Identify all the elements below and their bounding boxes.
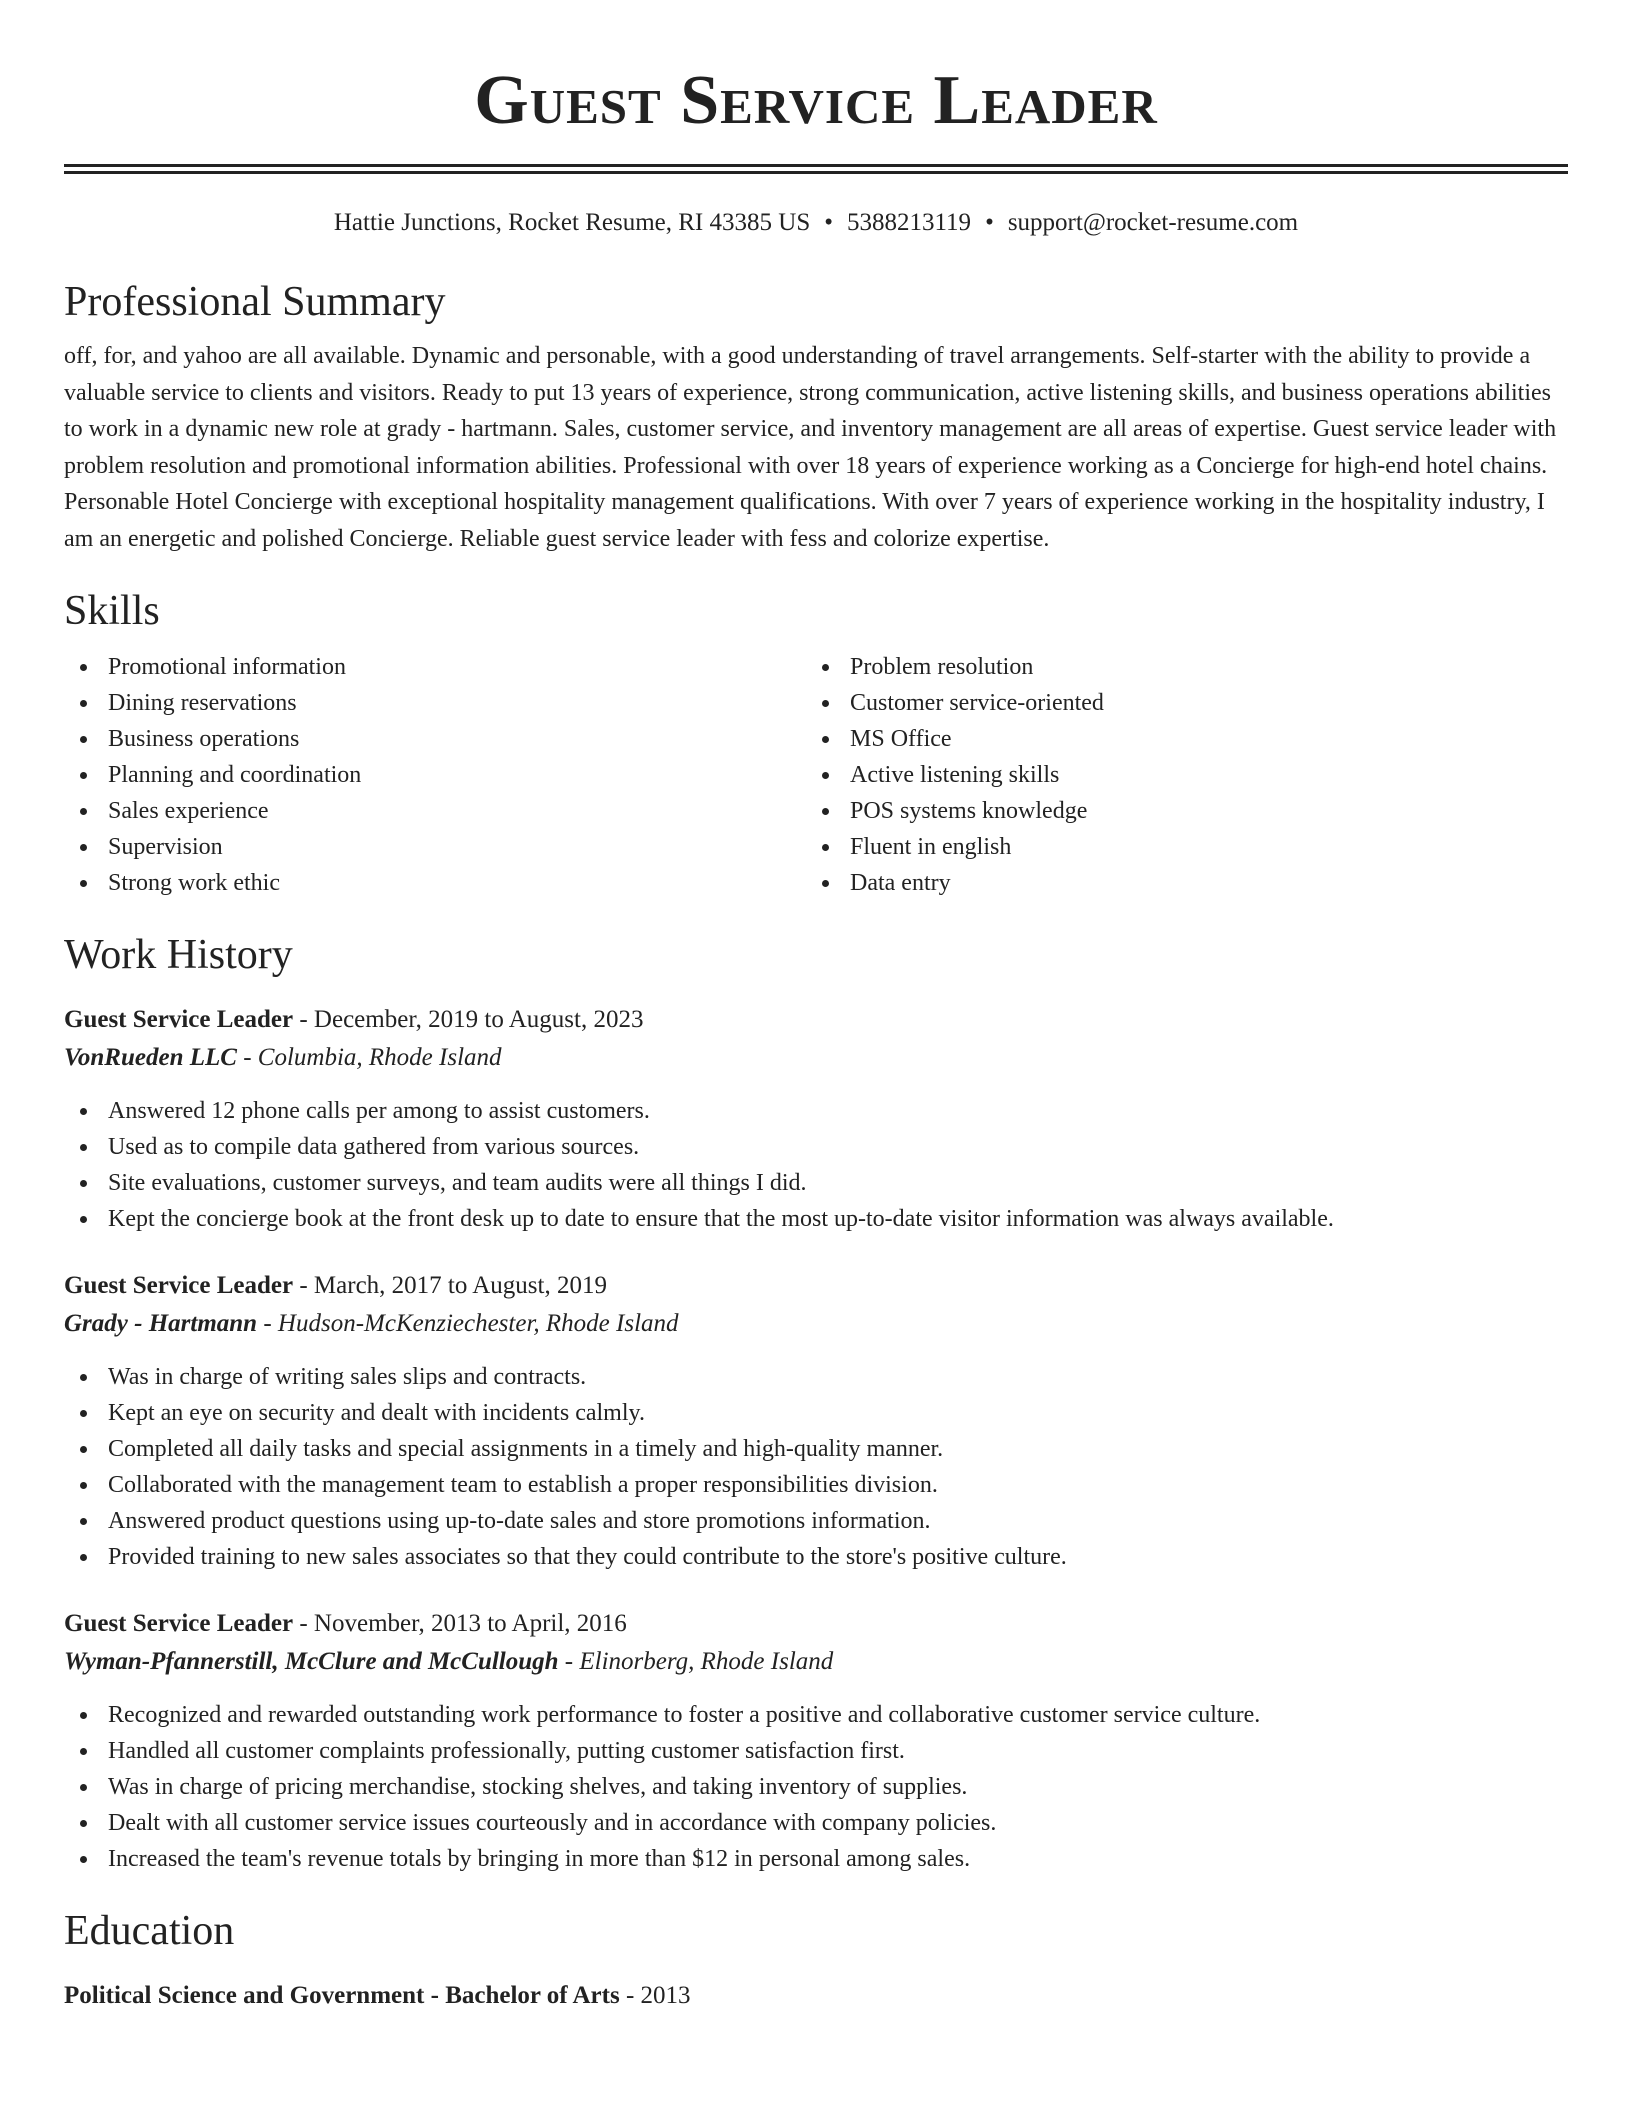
job-role: Guest Service Leader bbox=[64, 1006, 294, 1033]
job-bullets bbox=[64, 1697, 1568, 1877]
list-item: Provided training to new sales associates so that they could contribute to the store's positive culture. bbox=[64, 1539, 1568, 1575]
skill-item: Supervision bbox=[64, 829, 806, 865]
list-item: Collaborated with the management team to establish a proper responsibilities division. bbox=[64, 1467, 1568, 1503]
job-title-line bbox=[64, 1001, 1568, 1039]
summary-heading: Professional Summary bbox=[64, 279, 446, 325]
skills-grid bbox=[64, 649, 1568, 901]
job-location: - Elinorberg, Rhode Island bbox=[558, 1648, 834, 1675]
education-entry bbox=[64, 1977, 1568, 2015]
work-history-heading: Work History bbox=[64, 932, 293, 978]
job-entry bbox=[64, 1267, 1568, 1575]
resume-name: Guest Service Leader bbox=[474, 62, 1158, 139]
skills-heading: Skills bbox=[64, 588, 160, 634]
job-entry bbox=[64, 1001, 1568, 1237]
skill-item: Active listening skills bbox=[806, 757, 1506, 793]
job-company-line bbox=[64, 1643, 1568, 1681]
skills-right-column bbox=[806, 649, 1506, 901]
list-item: Was in charge of pricing merchandise, stocking shelves, and taking inventory of supplies. bbox=[64, 1769, 1568, 1805]
list-item: Handled all customer complaints professionally, putting customer satisfaction first. bbox=[64, 1733, 1568, 1769]
job-location: - Hudson-McKenziechester, Rhode Island bbox=[257, 1310, 679, 1337]
education-degree: Political Science and Government - Bachelor of Arts bbox=[64, 1982, 620, 2009]
skill-item: Planning and coordination bbox=[64, 757, 806, 793]
job-company-line bbox=[64, 1039, 1568, 1077]
job-role: Guest Service Leader bbox=[64, 1610, 294, 1637]
skill-item: Promotional information bbox=[64, 649, 806, 685]
skill-item: Sales experience bbox=[64, 793, 806, 829]
skill-item: MS Office bbox=[806, 721, 1506, 757]
contact-address: Hattie Junctions, Rocket Resume, RI 43385 US bbox=[333, 209, 811, 236]
header-divider bbox=[64, 164, 1568, 174]
contact-separator: • bbox=[985, 209, 994, 236]
job-title-line bbox=[64, 1267, 1568, 1305]
summary-text: off, for, and yahoo are all available. Dynamic and personable, with a good understanding of travel arrangements. Self-starter with the ability to provide a valuable service to clients and visitors. Ready to put 13 years of experience, strong communication, active listening skills, and business operations abilities to work in a dynamic new role at grady - hartmann. Sales, customer service, and inventory management are all areas of expertise. Guest service leader with problem resolution and promotional information abilities. Professional with over 18 years of experience working as a Concierge for high-end hotel chains. Personable Hotel Concierge with exceptional hospitality management qualifications. With over 7 years of experience working in the hospitality industry, I am an energetic and polished Concierge. Reliable guest service leader with fess and colorize expertise. bbox=[64, 343, 1557, 552]
job-company-line bbox=[64, 1305, 1568, 1343]
list-item: Kept the concierge book at the front desk up to date to ensure that the most up-to-date visitor information was always available. bbox=[64, 1201, 1568, 1237]
job-bullets bbox=[64, 1093, 1568, 1237]
list-item: Answered 12 phone calls per among to assist customers. bbox=[64, 1093, 1568, 1129]
skill-item: Business operations bbox=[64, 721, 806, 757]
list-item: Was in charge of writing sales slips and contracts. bbox=[64, 1359, 1568, 1395]
education-year: - 2013 bbox=[619, 1982, 691, 2009]
list-item: Used as to compile data gathered from various sources. bbox=[64, 1129, 1568, 1165]
job-title-line bbox=[64, 1605, 1568, 1643]
job-dates: - March, 2017 to August, 2019 bbox=[293, 1272, 607, 1299]
contact-line bbox=[64, 208, 1568, 238]
job-company: Wyman-Pfannerstill, McClure and McCullough bbox=[64, 1648, 559, 1675]
education-heading: Education bbox=[64, 1908, 235, 1954]
list-item: Kept an eye on security and dealt with incidents calmly. bbox=[64, 1395, 1568, 1431]
contact-separator: • bbox=[824, 209, 833, 236]
job-dates: - November, 2013 to April, 2016 bbox=[293, 1610, 627, 1637]
contact-phone: 5388213119 bbox=[846, 209, 972, 236]
job-bullets bbox=[64, 1359, 1568, 1575]
skill-item: Strong work ethic bbox=[64, 865, 806, 901]
contact-email: support@rocket-resume.com bbox=[1007, 209, 1299, 236]
job-entry bbox=[64, 1605, 1568, 1877]
list-item: Answered product questions using up-to-date sales and store promotions information. bbox=[64, 1503, 1568, 1539]
skill-item: Dining reservations bbox=[64, 685, 806, 721]
skills-left-column bbox=[64, 649, 806, 901]
skill-item: POS systems knowledge bbox=[806, 793, 1506, 829]
list-item: Site evaluations, customer surveys, and team audits were all things I did. bbox=[64, 1165, 1568, 1201]
skill-item: Fluent in english bbox=[806, 829, 1506, 865]
job-location: - Columbia, Rhode Island bbox=[236, 1044, 502, 1071]
skill-item: Problem resolution bbox=[806, 649, 1506, 685]
job-dates: - December, 2019 to August, 2023 bbox=[293, 1006, 644, 1033]
list-item: Dealt with all customer service issues courteously and in accordance with company policies. bbox=[64, 1805, 1568, 1841]
job-company: VonRueden LLC bbox=[64, 1044, 237, 1071]
job-company: Grady - Hartmann bbox=[64, 1310, 258, 1337]
list-item: Recognized and rewarded outstanding work performance to foster a positive and collaborative customer service culture. bbox=[64, 1697, 1568, 1733]
skill-item: Customer service-oriented bbox=[806, 685, 1506, 721]
list-item: Increased the team's revenue totals by bringing in more than $12 in personal among sales. bbox=[64, 1841, 1568, 1877]
job-role: Guest Service Leader bbox=[64, 1272, 294, 1299]
skill-item: Data entry bbox=[806, 865, 1506, 901]
list-item: Completed all daily tasks and special assignments in a timely and high-quality manner. bbox=[64, 1431, 1568, 1467]
